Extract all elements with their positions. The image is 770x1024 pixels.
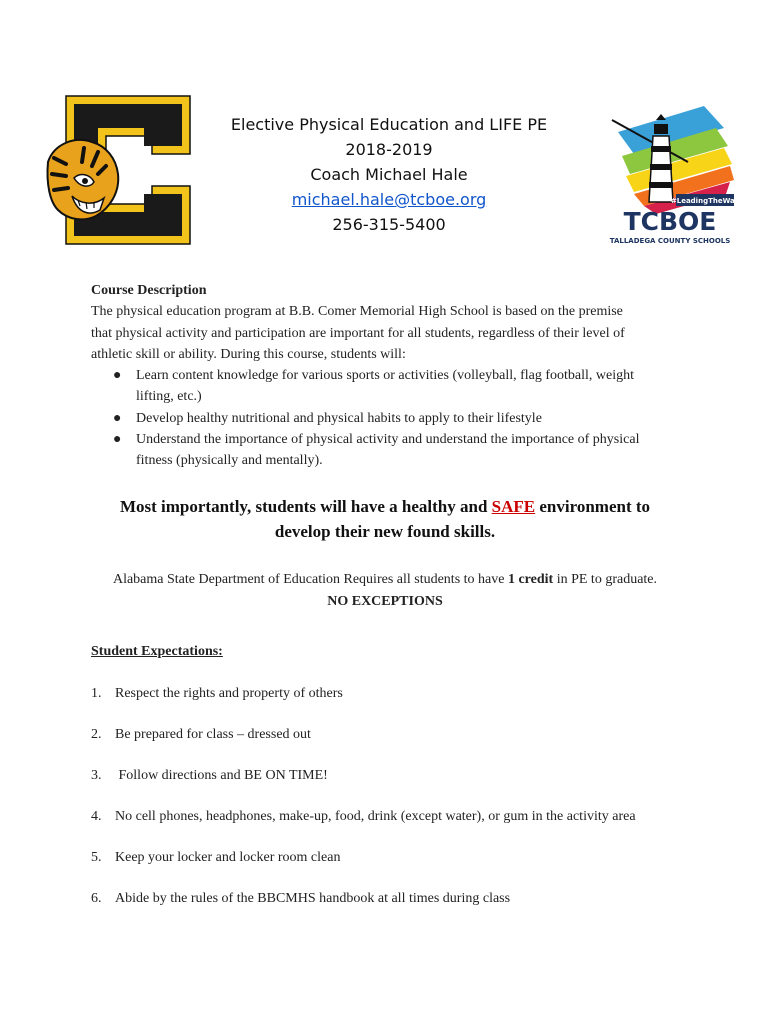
tcboe-subtitle: TALLADEGA COUNTY SCHOOLS <box>609 237 731 245</box>
coach-email-link[interactable]: michael.hale@tcboe.org <box>291 190 487 209</box>
graduation-requirement: Alabama State Department of Education Requires all students to have 1 credit in PE to graduate. NO EXCEPTIONS <box>112 572 658 609</box>
course-description-heading: Course Description <box>91 283 207 298</box>
course-goals-list <box>91 365 691 471</box>
course-description-section <box>91 280 691 472</box>
bullet-icon: ● <box>113 368 122 384</box>
bullet-icon: ● <box>113 432 122 448</box>
credit-count: 1 credit <box>507 572 554 587</box>
safety-emphasis: Most importantly, students will have a healthy and SAFE environment to develop their new found skills. <box>119 497 651 541</box>
list-item: ● Understand the importance of physical activity and understand the importance of physical fitness (physically and mentally). <box>91 429 691 472</box>
tcboe-logo-svg <box>604 102 736 248</box>
tcboe-logo <box>604 102 736 248</box>
bullet-icon: ● <box>113 410 122 426</box>
school-year: 2018-2019 <box>345 140 433 159</box>
list-item: 6. Abide by the rules of the BBCMHS handbook at all times during class <box>91 891 511 906</box>
course-title: Elective Physical Education and LIFE PE <box>230 115 548 134</box>
course-paragraph-line: The physical education program at B.B. Comer Memorial High School is based on the premise <box>91 304 623 320</box>
coach-name: Coach Michael Hale <box>310 165 468 184</box>
list-item: ● Learn content knowledge for various sports or activities (volleyball, flag football, weight lifting, etc.) <box>91 365 691 408</box>
list-item: 3. Follow directions and BE ON TIME! <box>91 768 328 783</box>
list-item: 5. Keep your locker and locker room clean <box>91 850 341 865</box>
safe-word: SAFE <box>491 497 536 516</box>
tiger-c-logo-svg <box>44 92 194 248</box>
tiger-head-icon <box>47 140 118 219</box>
list-item: 1. Respect the rights and property of others <box>91 686 343 701</box>
course-paragraph-line: athletic skill or ability. During this course, students will: <box>91 346 406 362</box>
list-item: 4. No cell phones, headphones, make-up, food, drink (except water), or gum in the activity area <box>91 809 636 824</box>
no-exceptions: NO EXCEPTIONS <box>327 593 443 609</box>
list-item: ● Develop healthy nutritional and physical habits to apply to their lifestyle <box>91 408 691 429</box>
coach-phone: 256-315-5400 <box>332 215 446 234</box>
tcboe-hashtag: #LeadingTheWay <box>670 197 736 205</box>
student-expectations-heading: Student Expectations: <box>91 644 223 659</box>
list-item: 2. Be prepared for class – dressed out <box>91 727 311 742</box>
tiger-c-logo <box>44 92 194 248</box>
course-paragraph-line: that physical activity and participation are important for all students, regardless of their level of <box>91 325 625 341</box>
document-header <box>200 112 578 237</box>
tcboe-wordmark: TCBOE <box>623 207 717 236</box>
